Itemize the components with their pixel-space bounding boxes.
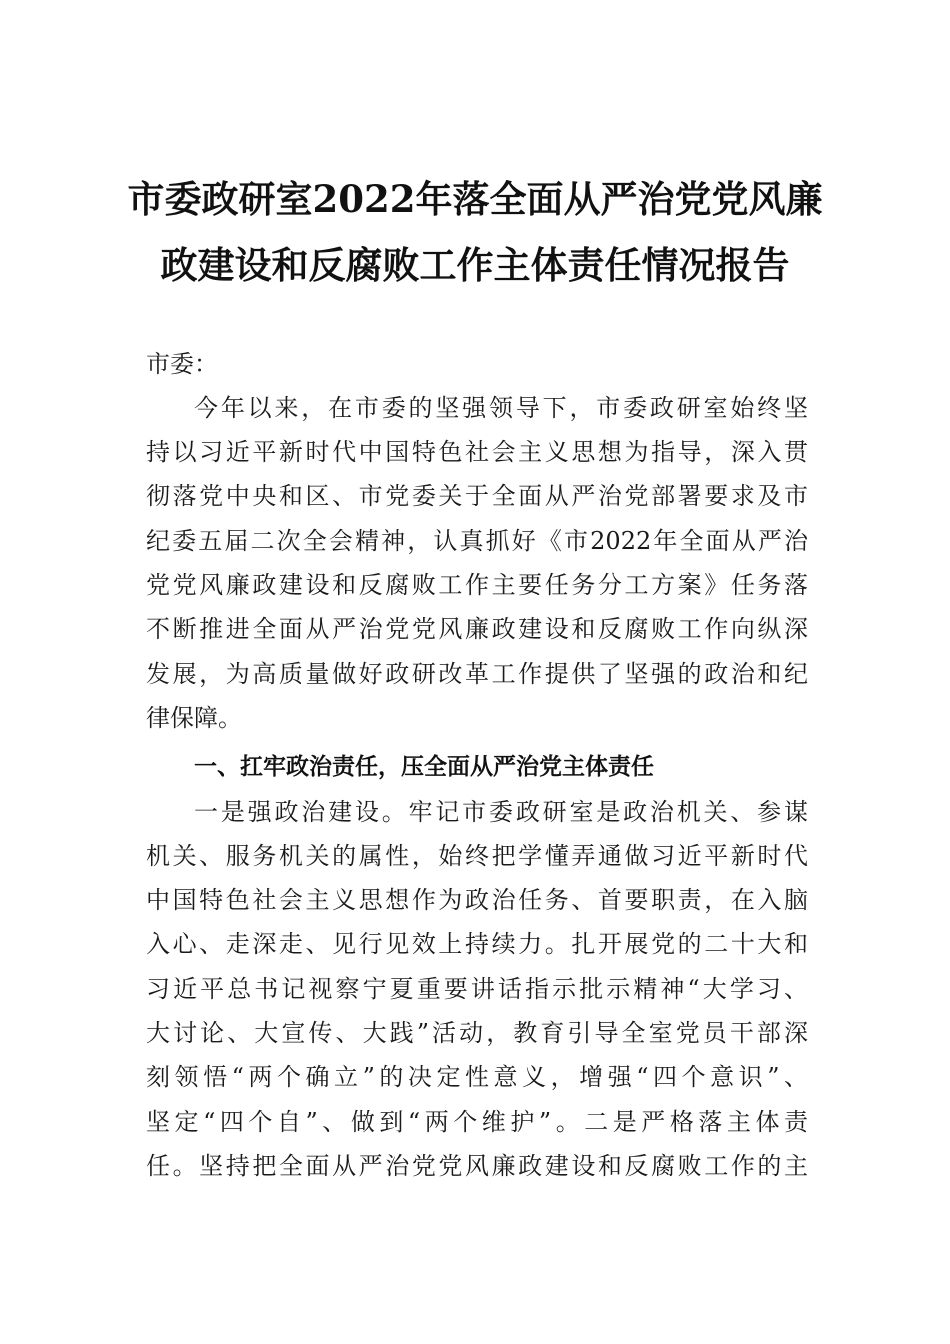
paragraph-2-line: 大讨论、大宣传、大践”活动，教育引导全室党员干部深 — [146, 1019, 808, 1047]
paragraph-2-line: 刻领悟“两个确立”的决定性意义，增强“四个意识”、 — [146, 1063, 808, 1091]
paragraph-2-line: 一是强政治建设。牢记市委政研室是政治机关、参谋 — [194, 798, 808, 826]
paragraph-2-line: 习近平总书记视察宁夏重要讲话指示批示精神“大学习、 — [146, 975, 808, 1003]
paragraph-1-line: 律保障。 — [146, 704, 242, 732]
document-title-line-1: 市委政研室2022年落全面从严治党党风廉 — [127, 177, 823, 221]
paragraph-2-line: 中国特色社会主义思想作为政治任务、首要职责，在入脑 — [146, 886, 808, 914]
paragraph-1-line: 不断推进全面从严治党党风廉政建设和反腐败工作向纵深 — [146, 615, 808, 643]
paragraph-1-line: 今年以来，在市委的坚强领导下，市委政研室始终坚 — [194, 394, 808, 422]
section-1-heading: 一、扛牢政治责任，压全面从严治党主体责任 — [194, 754, 654, 780]
paragraph-2-line: 入心、走深走、见行见效上持续力。扎开展党的二十大和 — [146, 930, 808, 958]
document-title-line-2: 政建设和反腐败工作主体责任情况报告 — [160, 243, 790, 287]
salutation: 市委： — [146, 350, 218, 378]
paragraph-1-line: 党党风廉政建设和反腐败工作主要任务分工方案》任务落 — [146, 571, 808, 599]
paragraph-1-line: 彻落党中央和区、市党委关于全面从严治党部署要求及市 — [146, 482, 808, 510]
paragraph-2-line: 机关、服务机关的属性，始终把学懂弄通做习近平新时代 — [146, 842, 808, 870]
paragraph-2-line: 任。坚持把全面从严治党党风廉政建设和反腐败工作的主 — [146, 1152, 808, 1180]
paragraph-1-line: 纪委五届二次全会精神，认真抓好《市2022年全面从严治 — [146, 527, 808, 555]
paragraph-2-line: 坚定“四个自”、做到“两个维护”。二是严格落主体责 — [146, 1108, 808, 1136]
paragraph-1-line: 发展，为高质量做好政研改革工作提供了坚强的政治和纪 — [146, 660, 808, 688]
paragraph-1-line: 持以习近平新时代中国特色社会主义思想为指导，深入贯 — [146, 438, 808, 466]
